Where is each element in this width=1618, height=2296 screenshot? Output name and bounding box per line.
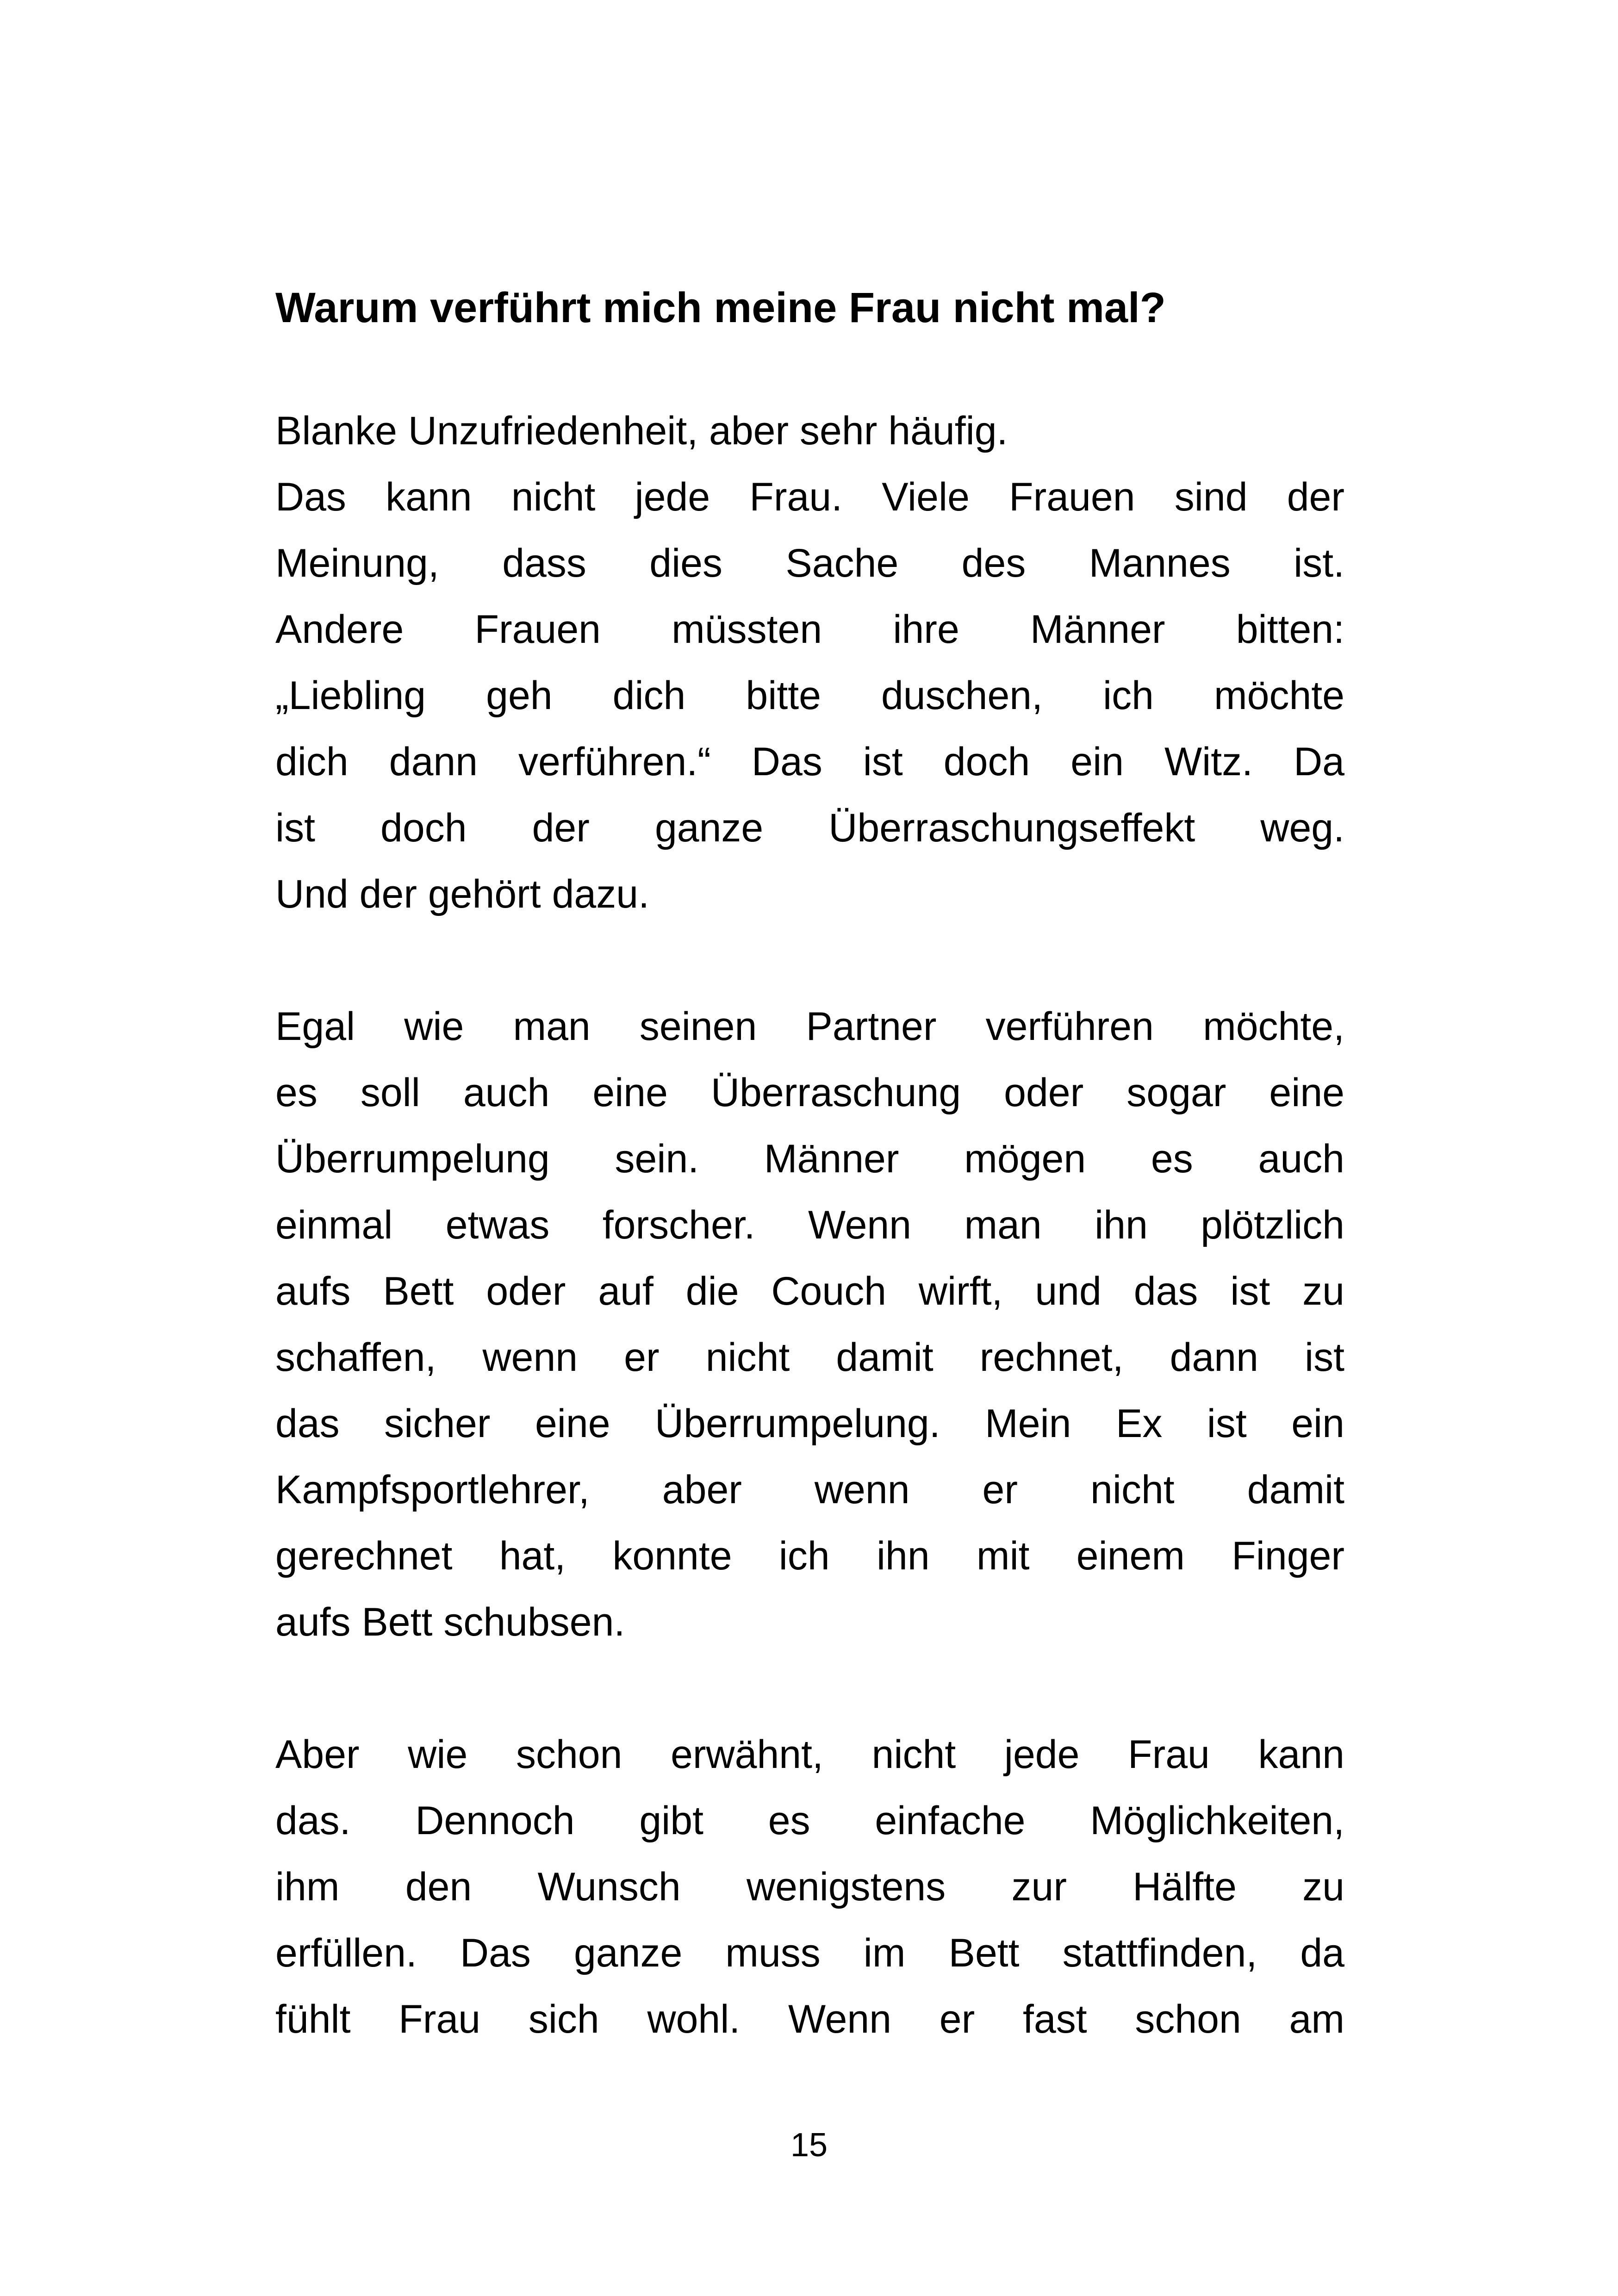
text-line: gerechnet hat, konnte ich ihn mit einem Finger: [275, 1534, 1344, 1578]
text-line: Egal wie man seinen Partner verführen möchte,: [275, 1004, 1344, 1049]
page-content: [275, 278, 1344, 2053]
text-line: „Liebling geh dich bitte duschen, ich möchte: [275, 673, 1344, 718]
spacer: [275, 338, 1344, 398]
text-line: das sicher eine Überrumpelung. Mein Ex ist ein: [275, 1401, 1344, 1446]
text-line: es soll auch eine Überraschung oder sogar eine: [275, 1070, 1344, 1115]
text-line: schaffen, wenn er nicht damit rechnet, dann ist: [275, 1335, 1344, 1380]
text-line: das. Dennoch gibt es einfache Möglichkeiten,: [275, 1798, 1344, 1843]
text-line: einmal etwas forscher. Wenn man ihn plötzlich: [275, 1203, 1344, 1247]
text-line: Und der gehört dazu.: [275, 872, 649, 916]
text-line: Meinung, dass dies Sache des Mannes ist.: [275, 541, 1344, 585]
text-line: Das kann nicht jede Frau. Viele Frauen sind der: [275, 475, 1344, 519]
text-line: ist doch der ganze Überraschungseffekt weg.: [275, 806, 1344, 850]
chapter-title: Warum verführt mich meine Frau nicht mal?: [275, 284, 1166, 331]
spacer: [275, 927, 1344, 994]
paragraph-3: [275, 1722, 1344, 2053]
text-line: Überrumpelung sein. Männer mögen es auch: [275, 1137, 1344, 1181]
text-line: Andere Frauen müssten ihre Männer bitten:: [275, 607, 1344, 652]
paragraph-2: [275, 994, 1344, 1655]
text-line: ihm den Wunsch wenigstens zur Hälfte zu: [275, 1865, 1344, 1909]
text-line: dich dann verführen.“ Das ist doch ein Witz. Da: [275, 740, 1344, 784]
paragraph-1: [275, 398, 1344, 927]
text-line: Kampfsportlehrer, aber wenn er nicht damit: [275, 1468, 1344, 1512]
text-line: Blanke Unzufriedenheit, aber sehr häufig.: [275, 409, 1008, 453]
text-line: aufs Bett schubsen.: [275, 1600, 625, 1644]
text-line: aufs Bett oder auf die Couch wirft, und das ist zu: [275, 1269, 1344, 1313]
text-line: erfüllen. Das ganze muss im Bett stattfinden, da: [275, 1931, 1344, 1975]
text-line: fühlt Frau sich wohl. Wenn er fast schon am: [275, 1997, 1344, 2041]
page-number: 15: [790, 2127, 828, 2164]
spacer: [275, 1655, 1344, 1722]
text-line: Aber wie schon erwähnt, nicht jede Frau kann: [275, 1732, 1344, 1777]
